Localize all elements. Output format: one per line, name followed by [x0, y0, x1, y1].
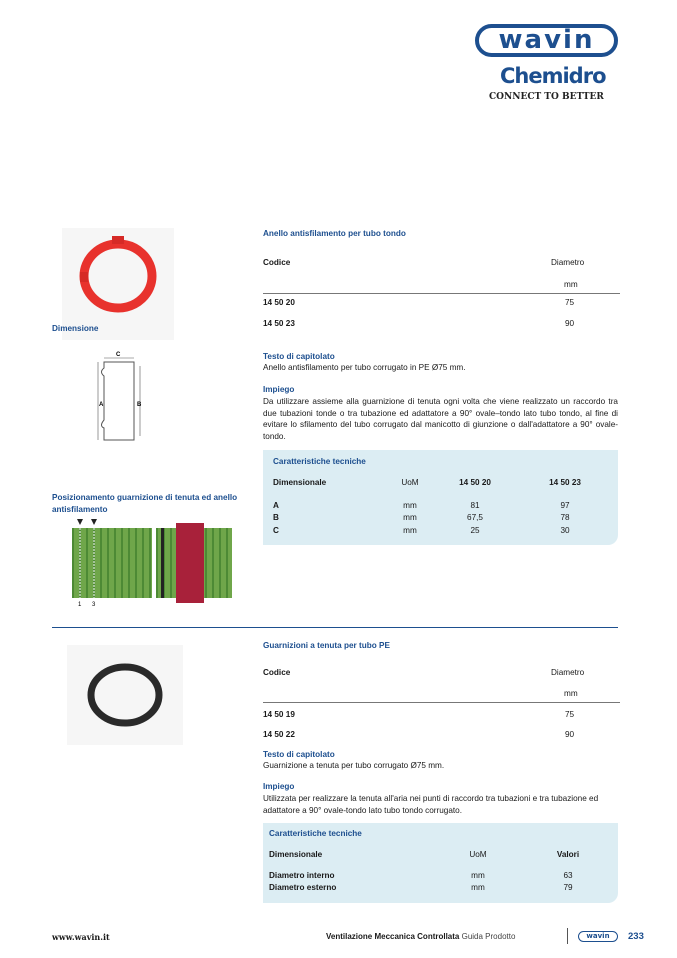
- diam-cell: 75: [565, 298, 575, 307]
- spec-title: Testo di capitolato: [263, 750, 335, 759]
- footer-separator: [567, 928, 568, 944]
- spec-title: Testo di capitolato: [263, 352, 335, 361]
- footer-doc: Ventilazione Meccanica Controllata Guida Prodotto: [326, 932, 516, 941]
- page-number: 233: [628, 931, 644, 942]
- footer-wavin-logo: wavin: [578, 931, 618, 942]
- spec-text: Guarnizione a tenuta per tubo corrugato Ø75 mm.: [263, 761, 445, 770]
- use-text: Utilizzata per realizzare la tenuta all'aria nei punti di raccordo tra tubazioni e tra tubazione ed adattatore a 90° ovale-tondo lato tubo tondo corrugato.: [263, 794, 599, 815]
- divider: [263, 702, 620, 703]
- tagline: CONNECT TO BETTER: [489, 92, 604, 102]
- use-title: Impiego: [263, 782, 295, 791]
- diam-cell: 75: [565, 710, 575, 719]
- section-divider: [52, 627, 618, 628]
- wavin-logo: wavin: [475, 24, 618, 57]
- diam-cell: 90: [565, 319, 575, 328]
- product2-title: Guarnizioni a tenuta per tubo PE: [263, 641, 390, 650]
- col-header: UoM: [401, 478, 419, 487]
- col-header: UoM: [469, 850, 487, 859]
- code-header: Codice: [263, 668, 291, 677]
- tech-title: Caratteristiche tecniche: [273, 457, 366, 466]
- unit-header: mm: [564, 280, 578, 289]
- footer-url[interactable]: www.wavin.it: [52, 932, 110, 942]
- col-header: Dimensionale: [273, 478, 327, 487]
- dimension-label: Dimensione: [52, 324, 99, 333]
- col-header: 14 50 20: [459, 478, 491, 487]
- svg-text:3: 3: [92, 602, 96, 607]
- gasket-product-image: [67, 645, 183, 745]
- label-c: C: [116, 352, 121, 358]
- positioning-title: Posizionamento guarnizione di tenuta ed anello antisfilamento: [52, 493, 238, 514]
- product1-title: Anello antisfilamento per tubo tondo: [263, 229, 406, 238]
- svg-text:A: A: [99, 402, 104, 408]
- diam-cell: 90: [565, 730, 575, 739]
- pipe-markers-image: [72, 513, 152, 607]
- spec-text: Anello antisfilamento per tubo corrugato in PE Ø75 mm.: [263, 363, 466, 372]
- tech-table: Caratteristiche tecniche Dimensionale UoM 14 50 20 14 50 23 A mm 81 97 B mm 67,5 78 C mm 25 30: [263, 450, 618, 545]
- tech-table: Caratteristiche tecniche Dimensionale UoM Valori Diametro interno mm 63 Diametro esterno mm 79: [263, 823, 618, 903]
- use-title: Impiego: [263, 385, 295, 394]
- dimension-diagram: [90, 348, 160, 448]
- code-cell: 14 50 20: [263, 298, 295, 307]
- code-header: Codice: [263, 258, 291, 267]
- diameter-header: Diametro: [551, 258, 585, 267]
- code-cell: 14 50 23: [263, 319, 295, 328]
- code-cell: 14 50 19: [263, 710, 295, 719]
- unit-header: mm: [564, 689, 578, 698]
- diameter-header: Diametro: [551, 668, 585, 677]
- svg-text:B: B: [137, 402, 142, 408]
- col-header: 14 50 23: [549, 478, 581, 487]
- use-text: Da utilizzare assieme alla guarnizione di tenuta ogni volta che viene realizzato un raccordo tra due tubazioni tonde o tra tubazione ed adattatore a 90° ovale–tondo lato tubo tondo, al fine di evitare lo sfilamento del tubo corrugato dal manicotto di giunzione o dall'adattatore a 90° ovale-tondo.: [263, 397, 618, 441]
- chemidro-logo: Chemidro: [500, 64, 606, 88]
- tech-title: Caratteristiche tecniche: [269, 829, 362, 838]
- col-header: Valori: [556, 850, 580, 859]
- code-cell: 14 50 22: [263, 730, 295, 739]
- col-header: Dimensionale: [269, 850, 323, 859]
- svg-text:1: 1: [78, 602, 82, 607]
- pipe-assembled-image: [156, 513, 232, 607]
- divider: [263, 293, 620, 294]
